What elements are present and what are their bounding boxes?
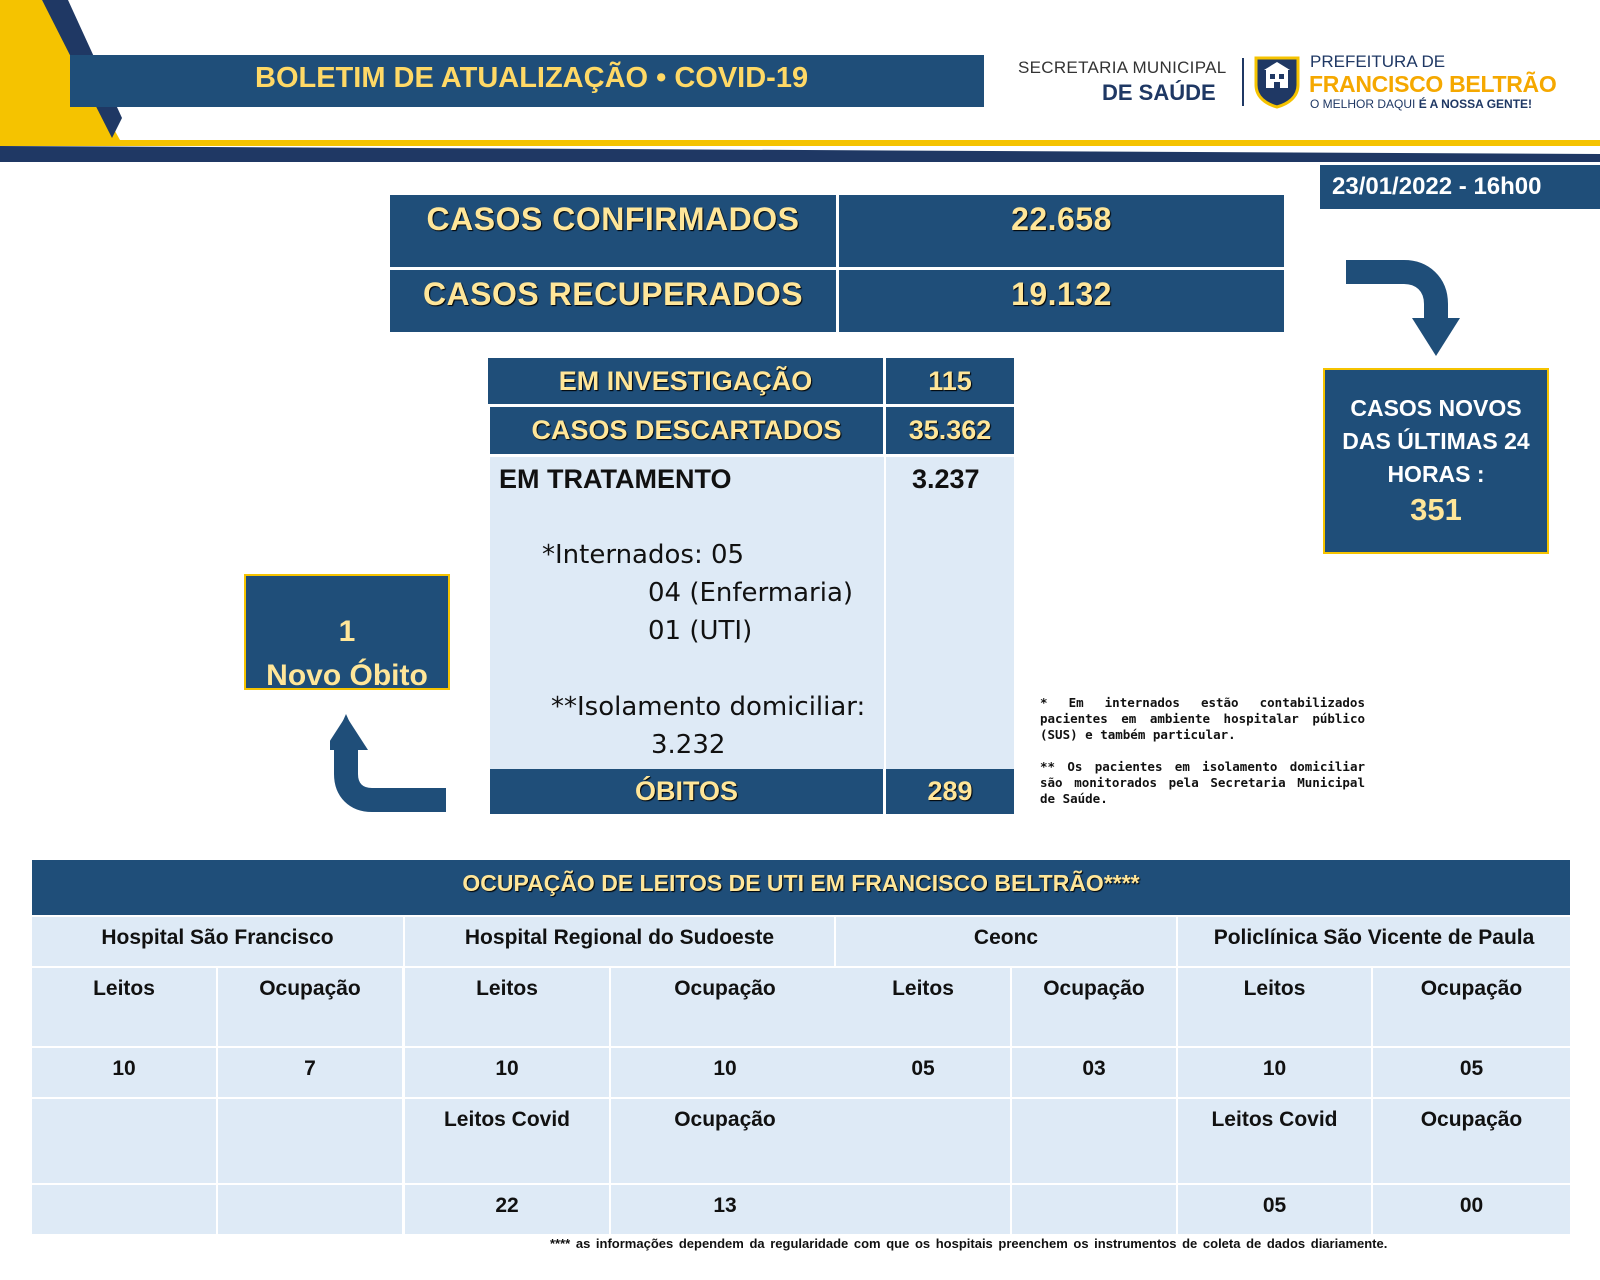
novo-obito-count: 1 <box>338 615 356 648</box>
uti-cell-covid-ocup-label-2 <box>1012 1099 1176 1183</box>
hospital-name-0: Hospital São Francisco <box>32 917 403 966</box>
arrow-up-icon <box>330 712 450 812</box>
descartados-value: 35.362 <box>886 407 1014 454</box>
casos-novos-line1: CASOS NOVOS <box>1350 395 1522 421</box>
hospital-name-3: Policlínica São Vicente de Paula <box>1178 917 1570 966</box>
investigacao-label: EM INVESTIGAÇÃO <box>488 358 883 404</box>
uti-cell-covid-ocupacao-3: 00 <box>1373 1185 1570 1234</box>
arrow-down-icon <box>1346 258 1466 358</box>
uti-cell-leitos-label-0: Leitos <box>32 968 216 1046</box>
uti-cell-covid-leitos-0 <box>32 1185 216 1234</box>
recuperados-value: 19.132 <box>839 270 1284 332</box>
report-date: 23/01/2022 - 16h00 <box>1320 165 1600 209</box>
tratamento-value: 3.237 <box>912 464 980 494</box>
uti-cell-covid-leitos-3: 05 <box>1178 1185 1371 1234</box>
confirmados-label: CASOS CONFIRMADOS <box>390 195 836 267</box>
uti-cell-leitos-1: 10 <box>405 1048 609 1097</box>
hospital-name-1: Hospital Regional do Sudoeste <box>405 917 834 966</box>
uti-table-title: OCUPAÇÃO DE LEITOS DE UTI EM FRANCISCO BELTRÃO**** <box>462 870 1140 896</box>
uti-cell-covid-ocup-label-3: Ocupação <box>1373 1099 1570 1183</box>
uti-cell-leitos-label-2: Leitos <box>836 968 1010 1046</box>
uti-cell-leitos-0: 10 <box>32 1048 216 1097</box>
municipal-coat-of-arms-icon <box>1252 55 1302 109</box>
uti-cell-leitos-3: 10 <box>1178 1048 1371 1097</box>
uti-cell-covid-label-2 <box>836 1099 1010 1183</box>
uti-cell-ocupacao-label-3: Ocupação <box>1373 968 1570 1046</box>
confirmados-value: 22.658 <box>839 195 1284 267</box>
slogan-part1: O MELHOR DAQUI <box>1310 97 1419 111</box>
casos-novos-line3: HORAS : <box>1387 461 1485 487</box>
header-separator <box>1242 58 1244 106</box>
uti-cell-ocupacao-3: 05 <box>1373 1048 1570 1097</box>
recuperados-label: CASOS RECUPERADOS <box>390 270 836 332</box>
uti-table-footnote: **** as informações dependem da regularidade com que os hospitais preenchem os instrumentos de coleta de dados diariamente. <box>550 1236 1388 1251</box>
descartados-label: CASOS DESCARTADOS <box>490 407 883 454</box>
investigacao-value: 115 <box>886 358 1014 404</box>
internados-text: *Internados: 05 <box>542 540 745 570</box>
notes <box>1040 695 1365 823</box>
secretaria-line2: DE SAÚDE <box>1102 80 1216 105</box>
tratamento-label: EM TRATAMENTO <box>499 464 732 494</box>
novo-obito-label: Novo Óbito <box>266 659 428 692</box>
prefeitura-line1: PREFEITURA DE <box>1310 52 1446 71</box>
obitos-value: 289 <box>886 769 1014 814</box>
casos-novos-line2: DAS ÚLTIMAS 24 <box>1342 428 1530 454</box>
casos-novos-box <box>1323 368 1549 554</box>
uti-cell-covid-label-3: Leitos Covid <box>1178 1099 1371 1183</box>
tratamento-panel <box>490 457 1014 769</box>
uti-cell-covid-ocup-label-1: Ocupação <box>611 1099 839 1183</box>
tratamento-divider <box>884 457 886 769</box>
prefeitura-name: FRANCISCO BELTRÃO <box>1309 71 1557 97</box>
enfermaria-text: 04 (Enfermaria) <box>648 578 854 608</box>
uti-text: 01 (UTI) <box>648 616 753 646</box>
uti-cell-ocupacao-label-2: Ocupação <box>1012 968 1176 1046</box>
hospital-name-2: Ceonc <box>836 917 1176 966</box>
uti-cell-ocupacao-2: 03 <box>1012 1048 1176 1097</box>
uti-cell-covid-ocup-label-0 <box>218 1099 402 1183</box>
isolamento-value: 3.232 <box>651 730 726 760</box>
uti-cell-ocupacao-1: 10 <box>611 1048 839 1097</box>
isolamento-label: **Isolamento domiciliar: <box>551 692 866 722</box>
uti-cell-covid-label-1: Leitos Covid <box>405 1099 609 1183</box>
uti-cell-leitos-2: 05 <box>836 1048 1010 1097</box>
uti-cell-covid-leitos-2 <box>836 1185 1010 1234</box>
note-internados: * Em internados estão contabilizados pacientes em ambiente hospitalar público (SUS) e também particular. <box>1040 695 1365 742</box>
uti-cell-covid-ocupacao-1: 13 <box>611 1185 839 1234</box>
uti-cell-covid-ocupacao-2 <box>1012 1185 1176 1234</box>
novo-obito-box <box>244 574 450 690</box>
secretaria-line1: SECRETARIA MUNICIPAL <box>1018 58 1227 77</box>
obitos-label: ÓBITOS <box>490 769 883 814</box>
uti-cell-covid-label-0 <box>32 1099 216 1183</box>
uti-cell-leitos-label-1: Leitos <box>405 968 609 1046</box>
uti-cell-covid-ocupacao-0 <box>218 1185 402 1234</box>
bulletin-title: BOLETIM DE ATUALIZAÇÃO • COVID-19 <box>255 62 809 94</box>
uti-cell-ocupacao-label-1: Ocupação <box>611 968 839 1046</box>
uti-cell-ocupacao-label-0: Ocupação <box>218 968 402 1046</box>
uti-cell-covid-leitos-1: 22 <box>405 1185 609 1234</box>
prefeitura-slogan <box>1310 97 1532 111</box>
uti-cell-ocupacao-0: 7 <box>218 1048 402 1097</box>
note-isolamento: ** Os pacientes em isolamento domiciliar são monitorados pela Secretaria Municipal de Saúde. <box>1040 759 1365 806</box>
casos-novos-value: 351 <box>1410 492 1462 527</box>
slogan-part2: É A NOSSA GENTE! <box>1418 97 1533 111</box>
uti-cell-leitos-label-3: Leitos <box>1178 968 1371 1046</box>
